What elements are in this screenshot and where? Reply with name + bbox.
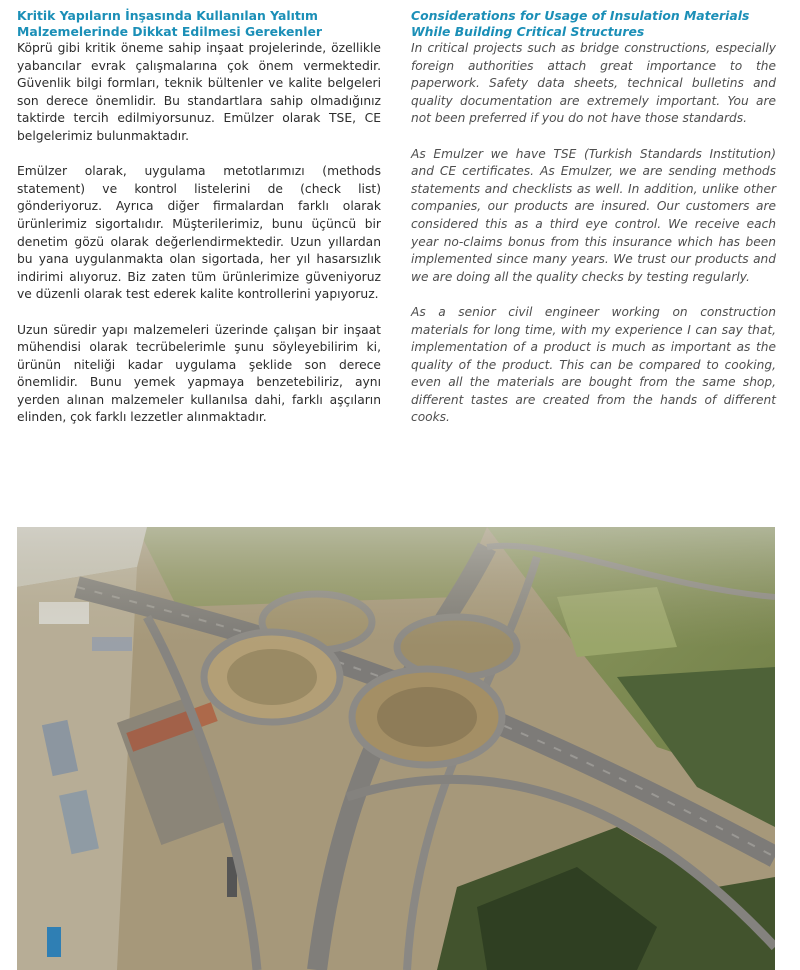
- english-paragraph-2: As Emulzer we have TSE (Turkish Standards Institution) and CE certificates. As Emulzer, we are sending methods statements and checklists as well. In addition, unlike other companies, our products are insured. Our customers are considered this as a third eye control. We receive each year no-claims bonus from this insurance which has been implemented since many years. We trust our products and we are doing all the quality checks by testing regularly.: [411, 146, 776, 284]
- english-column: [411, 8, 776, 445]
- english-paragraph-3: As a senior civil engineer working on construction materials for long time, with my experience I can say that, implementation of a product is much as important as the quality of the product. This can be compared to cooking, even all the materials are bought from the same shop, different tastes are created from the hands of different cooks.: [411, 304, 776, 425]
- turkish-column: [17, 8, 381, 445]
- turkish-paragraph-2: Emülzer olarak, uygulama metotlarımızı (methods statement) ve kontrol listelerini de (check list) gönderiyoruz. Ayrıca diğer firmalardan farklı olarak ürünlerimiz sigortalıdır. Müşterilerimiz, bunu üçüncü bir denetim gözü olarak değerlendirmektedir. Uzun yıllardan bu yana uygulanmakta olan sigortada, her yıl hasarsızlık indirimi alıyoruz. Biz zaten tüm ürünlerimize güveniyoruz ve düzenli olarak test ederek kalite kontrollerini yapıyoruz.: [17, 164, 381, 302]
- interchange-illustration: [17, 527, 775, 970]
- english-heading: Considerations for Usage of Insulation Materials While Building Critical Structures: [411, 8, 750, 39]
- turkish-paragraph-1: Köprü gibi kritik öneme sahip inşaat projelerinde, özellikle yabancılar evrak çalışmalarına çok önem vermektedir. Güvenlik bilgi formları, teknik bültenler ve kalite belgeleri son derece önemlidir. Bu standartlara sahip olmadığınız taktirde tercih edilmiyorsunuz. Emülzer olarak TSE, CE belgelerimiz bulunmaktadır.: [17, 41, 381, 143]
- turkish-paragraph-3: Uzun süredir yapı malzemeleri üzerinde çalışan bir inşaat mühendisi olarak tecrübelerimle şunu söyleyebilirim ki, ürünün niteliği kadar uygulama şeklide son derece önemlidir. Bunu yemek yapmaya benzetebiliriz, aynı yerden alınan malzemeler kullanılsa dahi, farklı aşçıların elinden, çok farklı lezzetler alınmaktadır.: [17, 322, 381, 425]
- highway-interchange-photo: [17, 527, 775, 970]
- turkish-heading: Kritik Yapıların İnşasında Kullanılan Yalıtım Malzemelerinde Dikkat Edilmesi Gerekenler: [17, 8, 322, 39]
- english-paragraph-1: In critical projects such as bridge constructions, especially foreign authorities attach great importance to the paperwork. Safety data sheets, technical bulletins and quality documentation are extremely important. You are not been preferred if you do not have those standards.: [411, 41, 776, 126]
